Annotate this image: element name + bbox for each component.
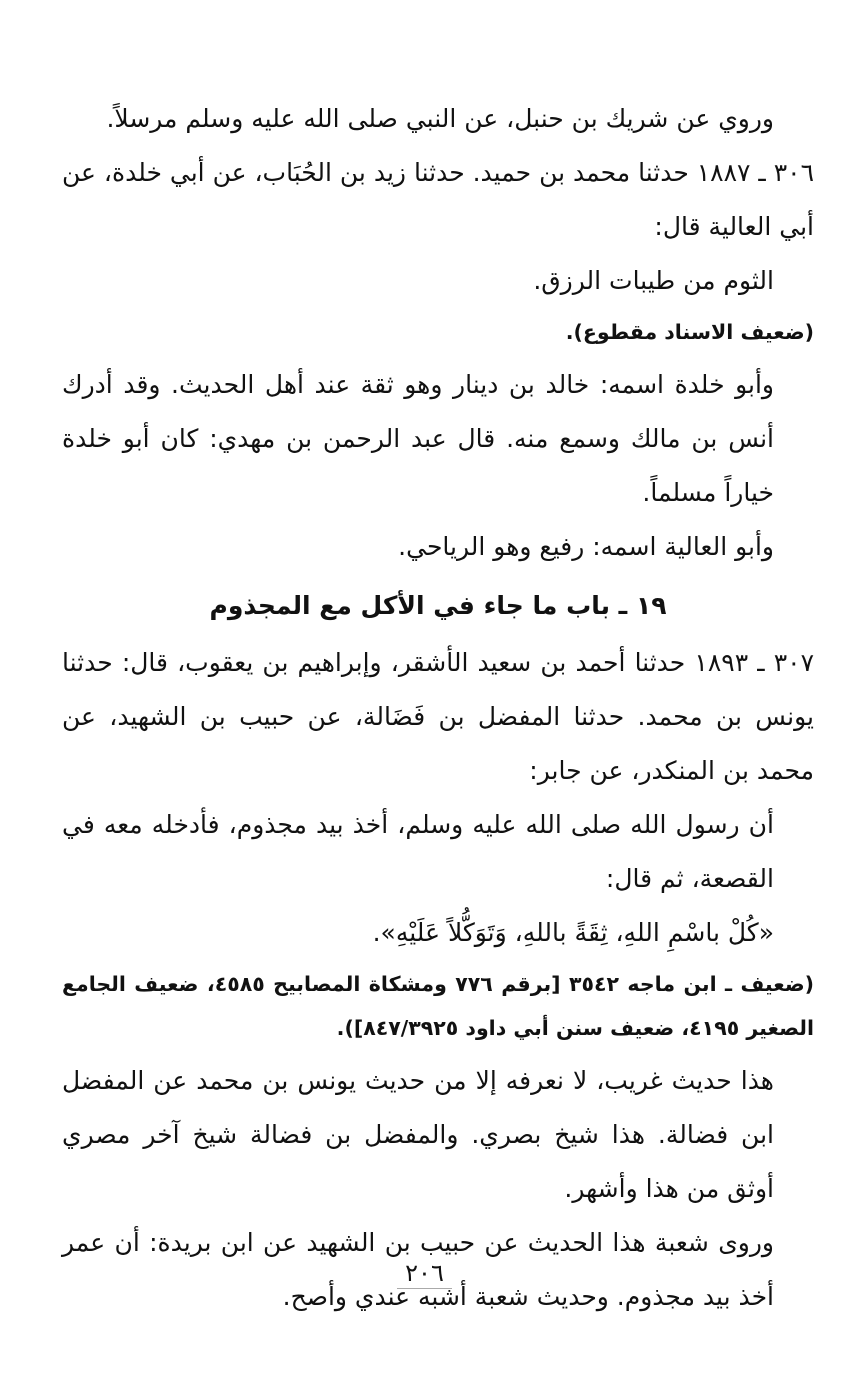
page-body xyxy=(62,92,814,1324)
hadith-paragraph: ٣٠٦ ـ ١٨٨٧ حدثنا محمد بن حميد. حدثنا زيد بن الحُبَاب، عن أبي خلدة، عن أبي العالية قال: xyxy=(62,158,815,241)
text-paragraph: وروي عن شريك بن حنبل، عن النبي صلى الله عليه وسلم مرسلاً. xyxy=(106,104,774,133)
hadith-paragraph: ٣٠٧ ـ ١٨٩٣ حدثنا أحمد بن سعيد الأشقر، وإبراهيم بن يعقوب، قال: حدثنا يونس بن محمد. حدثنا المفضل بن فَضَالة، عن حبيب بن الشهيد، عن محمد بن المنكدر، عن جابر: xyxy=(62,648,815,785)
commentary-paragraph: وأبو خلدة اسمه: خالد بن دينار وهو ثقة عند أهل الحديث. وقد أدرك أنس بن مالك وسمع منه. قال عبد الرحمن بن مهدي: كان أبو خلدة خياراً مسلماً. xyxy=(62,370,774,507)
grading-note: (ضعيف ـ ابن ماجه ٣٥٤٢ [برقم ٧٧٦ ومشكاة المصابيح ٤٥٨٥، ضعيف الجامع الصغير ٤١٩٥، ضعيف سنن أبي داود ٨٤٧/٣٩٢٥]). xyxy=(62,972,815,1040)
commentary-paragraph: هذا حديث غريب، لا نعرفه إلا من حديث يونس بن محمد عن المفضل ابن فضالة. هذا شيخ بصري. والمفضل بن فضالة شيخ آخر مصري أوثق من هذا وأشهر. xyxy=(62,1066,774,1203)
page-number xyxy=(0,1258,849,1289)
commentary-paragraph: وأبو العالية اسمه: رفيع وهو الرياحي. xyxy=(398,532,774,561)
hadith-matn: الثوم من طيبات الرزق. xyxy=(533,266,774,295)
commentary-paragraph: وروى شعبة هذا الحديث عن حبيب بن الشهيد عن ابن بريدة: أن عمر أخذ بيد مجذوم. وحديث شعبة أشبه عندي وأصح. xyxy=(62,1228,774,1311)
chapter-heading: ١٩ ـ باب ما جاء في الأكل مع المجذوم xyxy=(209,591,667,620)
page-number-label: ٢٠٦ xyxy=(397,1258,452,1289)
grading-note: (ضعيف الاسناد مقطوع). xyxy=(565,320,814,344)
hadith-matn: أن رسول الله صلى الله عليه وسلم، أخذ بيد مجذوم، فأدخله معه في القصعة، ثم قال: xyxy=(62,810,774,893)
hadith-quote: «كُلْ باسْمِ اللهِ، ثِقَةً باللهِ، وَتَوَكُّلاً عَلَيْهِ». xyxy=(372,918,774,947)
